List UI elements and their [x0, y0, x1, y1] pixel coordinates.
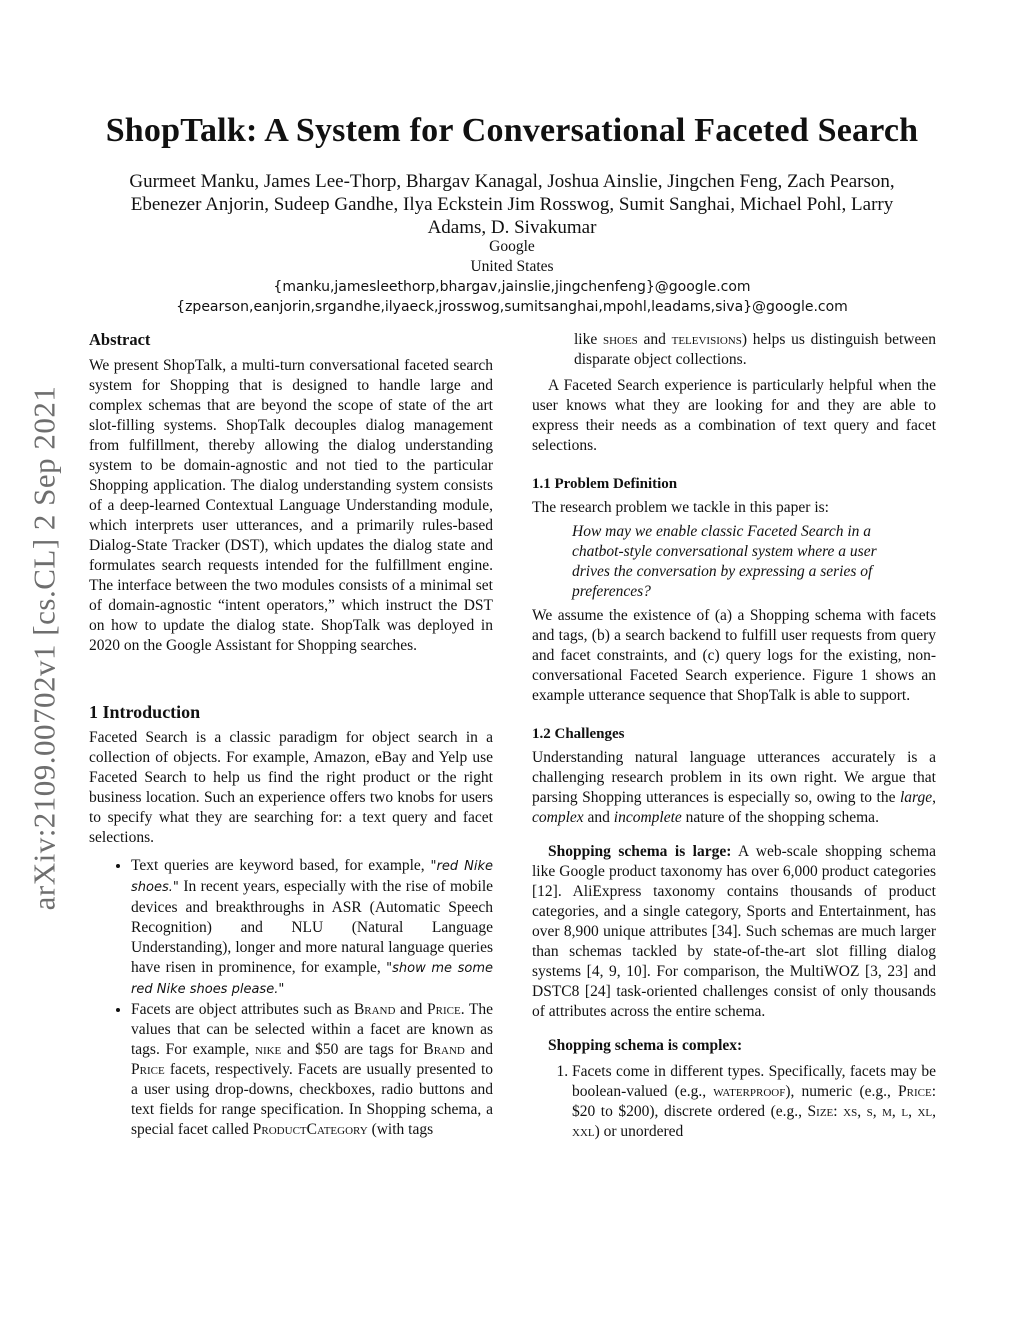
bullet-text-queries: • Text queries are keyword based, for example, "red Nike shoes." In recent years, especially with the rise of mobile devices and breakthroughs in ASR (Automatic Speech Recognition) and NLU (Natural Language Understanding), longer and more natural language queries have risen in prominence, for example, "show me some red Nike shoes please.": [131, 856, 493, 1000]
schema-complex-heading: Shopping schema is complex:: [548, 1037, 743, 1054]
faceted-search-paragraph: A Faceted Search experience is particularly helpful when the user knows what they are looking for and they are able to express their needs as a combination of text query and facet selections.: [532, 377, 936, 454]
email-line-2: {zpearson,eanjorin,srgandhe,ilyaeck,jrosswog,sumitsanghai,mpohl,leadams,siva}@google.com: [176, 299, 848, 315]
problem-intro: The research problem we tackle in this paper is:: [532, 499, 829, 516]
right-column: [532, 330, 936, 1142]
schema-large-heading: Shopping schema is large:: [548, 843, 732, 860]
paper-title: ShopTalk: A System for Conversational Faceted Search: [105, 112, 919, 149]
affiliation-country: United States: [470, 258, 554, 275]
example-query-2: "show me some red Nike shoes please.": [131, 961, 493, 997]
left-column: [89, 330, 493, 1140]
challenges-paragraph: Understanding natural language utterances accurately is a challenging research problem in its own right. We argue that parsing Shopping utterances is especially so, owing to the large, complex and incomplete nature of the shopping schema.: [532, 749, 937, 826]
introduction-heading: 1 Introduction: [89, 702, 201, 722]
abstract-text: We present ShopTalk, a multi-turn conversational faceted search system for Shopping that is designed to handle large and complex schemas that are beyond the scope of state of the art slot-filling systems. ShopTalk decouples dialog management from fulfillment, thereby allowing the dialog understanding system to be domain-agnostic and not tied to the particular Shopping application. The dialog understanding system consists of a deep-learned Contextual Language Understanding module, which interprets user utterances, and a primarily rules-based Dialog-State Tracker (DST), which updates the dialog state and formulates search requests intended for the fulfillment engine. The interface between the two modules consists of a minimal set of domain-agnostic “intent operators,” which instruct the DST on how to update the dialog state. ShopTalk was deployed in 2020 on the Google Assistant for Shopping searches.: [89, 357, 493, 654]
schema-large-paragraph: Shopping schema is large: A web-scale shopping schema like Google product taxonomy has over 6,000 product categories [12]. AliExpress taxonomy contains thousands of product categories, and a single category, Sports and Entertainment, has over 8,900 unique attributes [34]. Such schemas are much larger than schemas tackled by state-of-the-art slot filling dialog systems [4, 9, 10]. For comparison, the MultiWOZ [3, 23] and DSTC8 [24] task-oriented challenges consist of only thousands of attributes across the entire schema.: [532, 843, 936, 1020]
complex-list: [532, 1062, 936, 1142]
abstract-heading: Abstract: [89, 330, 151, 349]
assumptions-paragraph: We assume the existence of (a) a Shopping schema with facets and tags, (b) a search backend to fulfill user requests from query and facet constraints, and (c) query logs for the existing, non-conversational Faceted Search experience. Figure 1 shows an example utterance sequence that ShopTalk is able to support.: [532, 607, 936, 704]
author-list: Gurmeet Manku, James Lee-Thorp, Bhargav Kanagal, Joshua Ainslie, Jingchen Feng, Zach Pearson, Ebenezer Anjorin, Sudeep Gandhe, Ilya Eckstein Jim Rosswog, Sumit Sanghai, Michael Pohl, Larry Adams, D. Sivakumar: [129, 171, 895, 238]
problem-definition-heading: 1.1 Problem Definition: [532, 476, 678, 492]
list-item-facet-types: 1. Facets come in different types. Specifically, facets may be boolean-valued (e.g., waterproof), numeric (e.g., Price: $20 to $200), discrete ordered (e.g., Size: xs, s, m, l, xl, xxl) or unordered: [572, 1062, 936, 1142]
example-query-1: "red Nike shoes.": [131, 859, 493, 895]
challenges-heading: 1.2 Challenges: [532, 726, 625, 742]
research-question: How may we enable classic Faceted Search in a chatbot-style conversational system where a user drives the conversation by expressing a series of preferences?: [572, 523, 877, 600]
email-line-1: {manku,jamesleethorp,bhargav,jainslie,jingchenfeng}@google.com: [273, 279, 751, 295]
arxiv-identifier-text: arXiv:2109.00702v1 [cs.CL] 2 Sep 2021: [26, 385, 61, 911]
bullet-facets: • Facets are object attributes such as Brand and Price. The values that can be selected within a facet are known as tags. For example, nike and $50 are tags for Brand and Price facets, respectively. Facets are usually presented to a user using drop-downs, checkboxes, radio buttons and text fields for range specification. In Shopping schema, a special facet called ProductCategory (with tags: [131, 1000, 493, 1140]
arxiv-identifier: [18, 368, 70, 928]
intro-bullet-list: [89, 856, 493, 1140]
intro-paragraph: Faceted Search is a classic paradigm for object search in a collection of objects. For example, Amazon, eBay and Yelp use Faceted Search to help us find the right product or the right business location. Such an experience offers two knobs for users to specify what they are searching for: a text query and facet selections.: [89, 729, 493, 846]
affiliation-org: Google: [489, 238, 535, 255]
facet-continuation: like shoes and televisions) helps us distinguish between disparate object collections.: [574, 331, 937, 368]
